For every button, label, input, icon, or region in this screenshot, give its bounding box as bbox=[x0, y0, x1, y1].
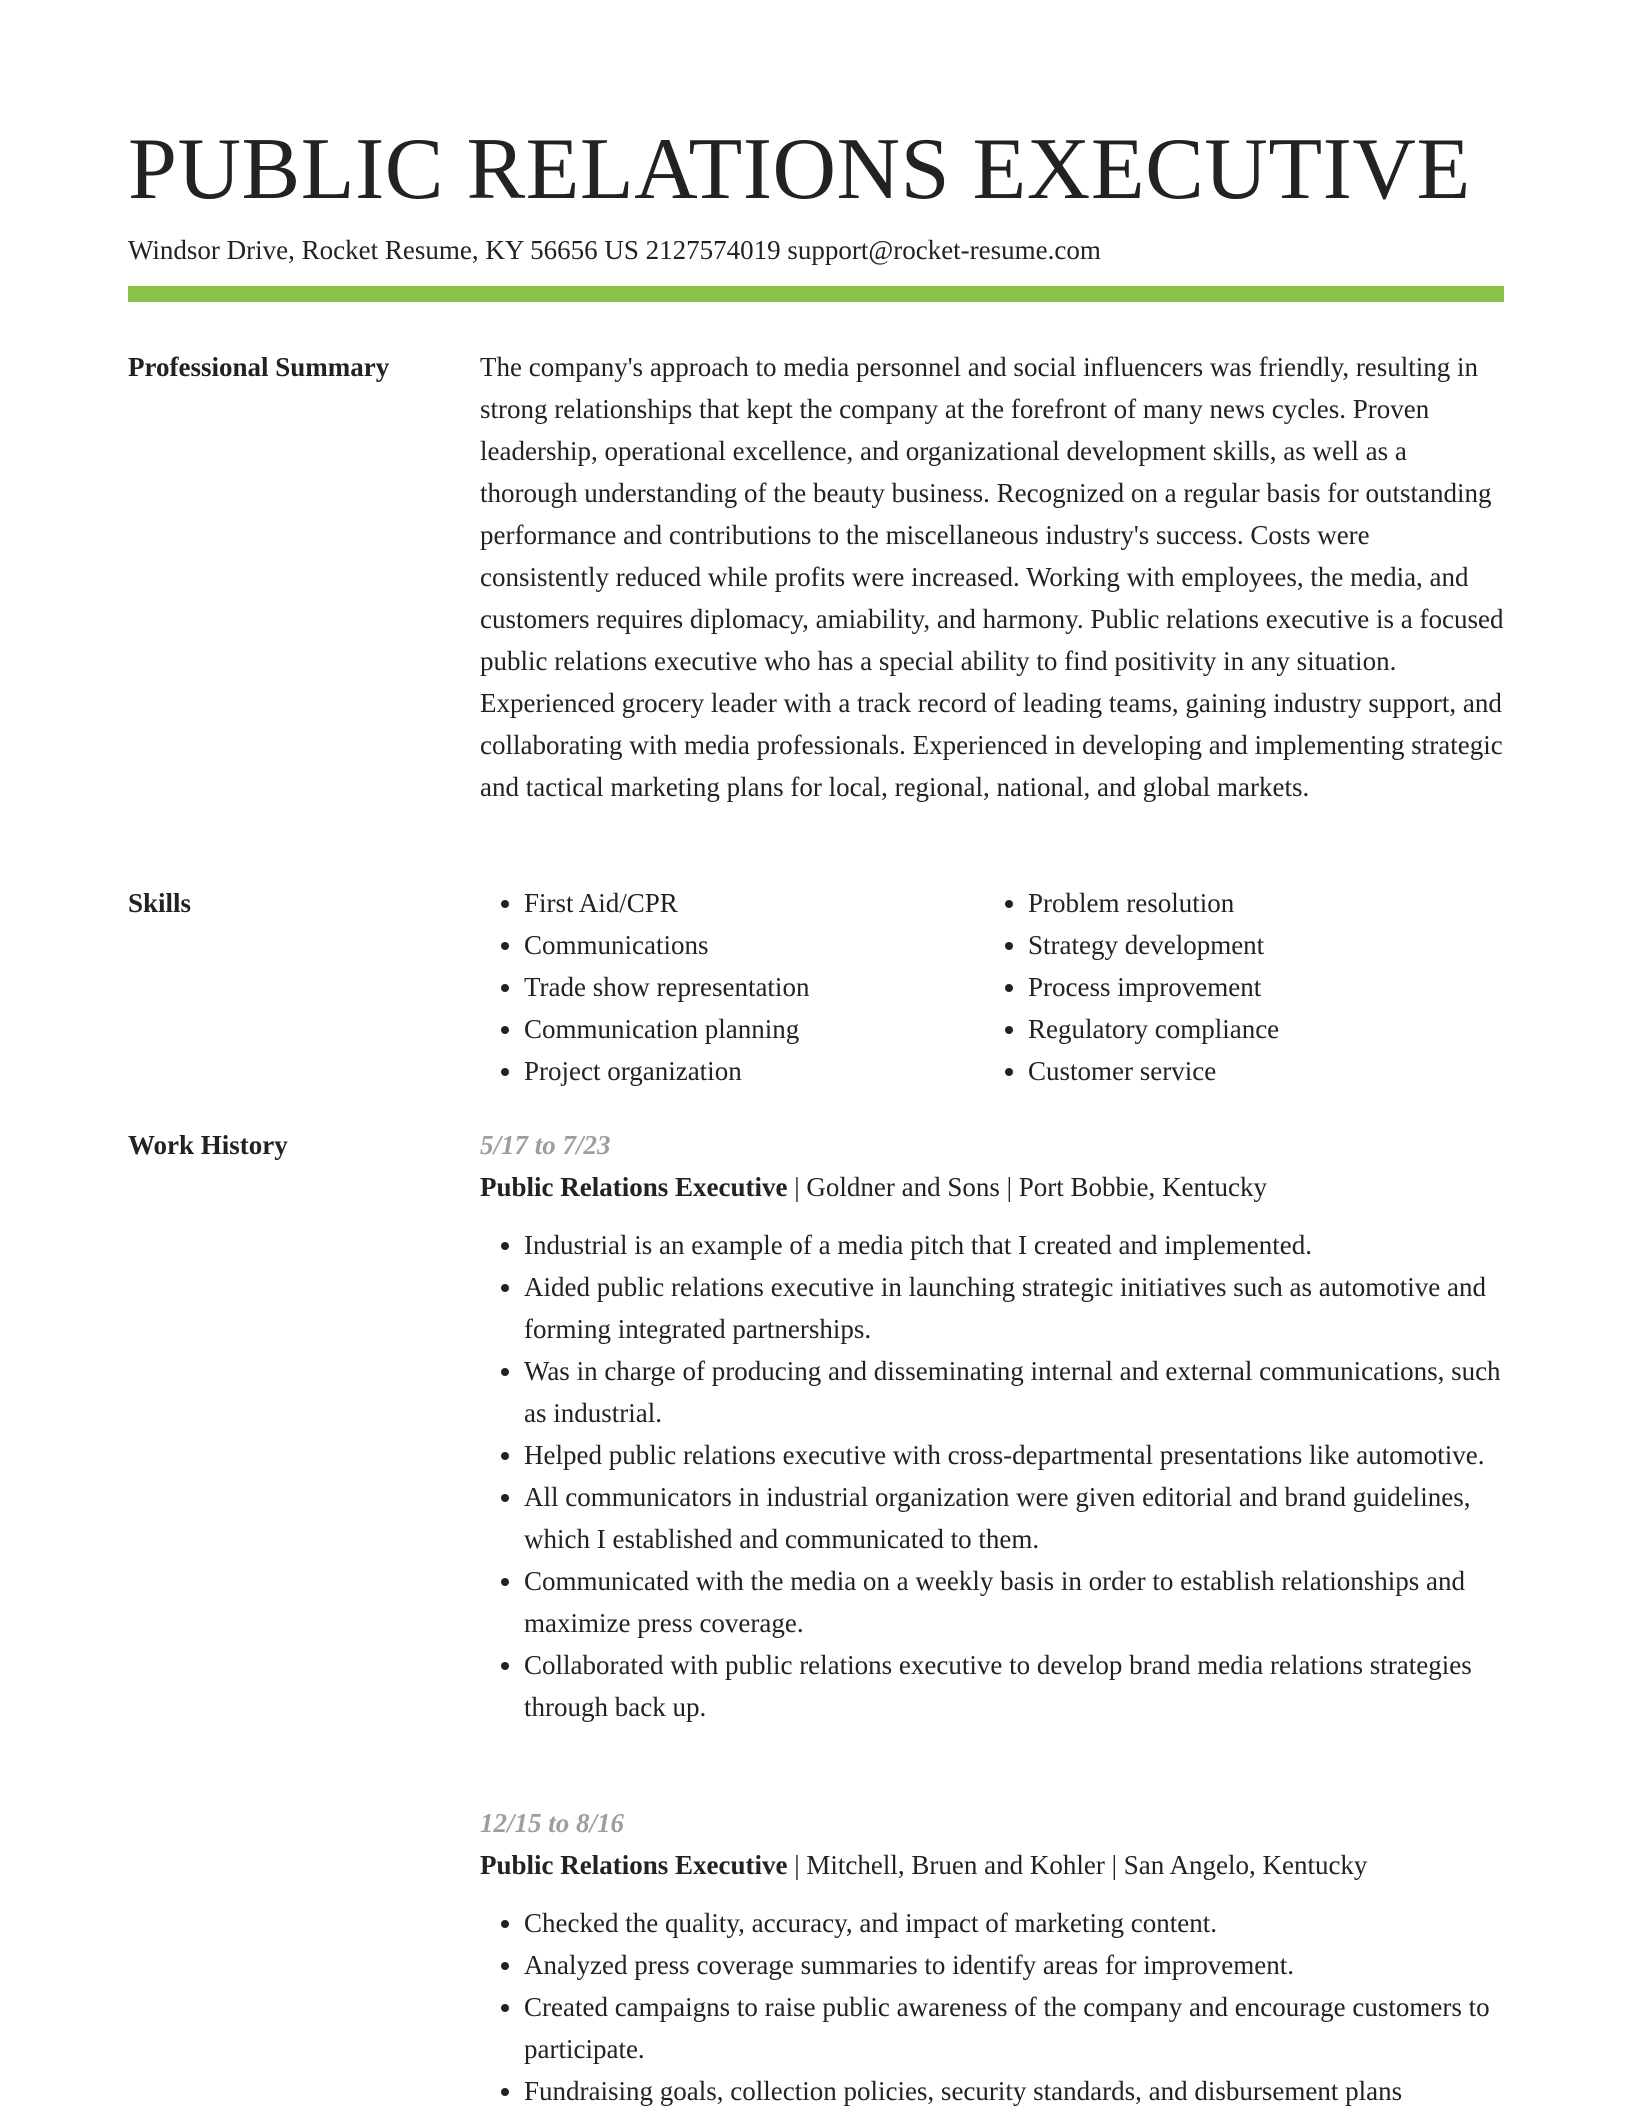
job-title: Public Relations Executive bbox=[480, 1172, 788, 1202]
skill-item: • Strategy development bbox=[1028, 924, 1488, 966]
accent-divider bbox=[128, 286, 1504, 302]
skill-item: • Problem resolution bbox=[1028, 882, 1488, 924]
job-bullet: • All communicators in industrial organization were given editorial and brand guidelines, which I established and communicated to them. bbox=[524, 1476, 1504, 1560]
job-bullet: • Collaborated with public relations executive to develop brand media relations strategies through back up. bbox=[524, 1644, 1504, 1728]
summary-body bbox=[480, 346, 1504, 808]
resume-title: PUBLIC RELATIONS EXECUTIVE bbox=[128, 121, 1471, 218]
job-entry bbox=[480, 1124, 1504, 1728]
job-entry bbox=[480, 1802, 1504, 2112]
skill-item: • Communication planning bbox=[524, 1008, 984, 1050]
skill-item: • Regulatory compliance bbox=[1028, 1008, 1488, 1050]
job-bullet: • Communicated with the media on a weekly basis in order to establish relationships and maximize press coverage. bbox=[524, 1560, 1504, 1644]
contact-info: Windsor Drive, Rocket Resume, KY 56656 US 2127574019 support@rocket-resume.com bbox=[128, 235, 1101, 265]
job-bullet: • Was in charge of producing and disseminating internal and external communications, such as industrial. bbox=[524, 1350, 1504, 1434]
skill-item: • Customer service bbox=[1028, 1050, 1488, 1092]
skill-item: • First Aid/CPR bbox=[524, 882, 984, 924]
skill-item: • Trade show representation bbox=[524, 966, 984, 1008]
job-bullets bbox=[480, 1902, 1504, 2112]
job-company-location: | Goldner and Sons | Port Bobbie, Kentucky bbox=[787, 1172, 1267, 1202]
job-heading bbox=[480, 1166, 1504, 1208]
summary-text: The company's approach to media personnel and social influencers was friendly, resulting in strong relationships that kept the company at the forefront of many news cycles. Proven leadership, operational excellence, and organizational development skills, as well as a thorough understanding of the beauty business. Recognized on a regular basis for outstanding performance and contributions to the miscellaneous industry's success. Costs were consistently reduced while profits were increased. Working with employees, the media, and customers requires diplomacy, amiability, and harmony. Public relations executive is a focused public relations executive who has a special ability to find positivity in any situation. Experienced grocery leader with a track record of leading teams, gaining industry support, and collaborating with media professionals. Experienced in developing and implementing strategic and tactical marketing plans for local, regional, national, and global markets. bbox=[480, 352, 1504, 802]
skill-item: • Communications bbox=[524, 924, 984, 966]
skills-label: Skills bbox=[128, 888, 192, 918]
job-dates: 12/15 to 8/16 bbox=[480, 1808, 625, 1838]
skill-item: • Process improvement bbox=[1028, 966, 1488, 1008]
skills-body bbox=[480, 882, 1504, 1092]
job-bullets bbox=[480, 1224, 1504, 1728]
job-heading bbox=[480, 1844, 1504, 1886]
job-bullet: • Created campaigns to raise public awareness of the company and encourage customers to participate. bbox=[524, 1986, 1504, 2070]
job-bullet: • Checked the quality, accuracy, and impact of marketing content. bbox=[524, 1902, 1504, 1944]
job-company-location: | Mitchell, Bruen and Kohler | San Angelo, Kentucky bbox=[787, 1850, 1368, 1880]
job-bullet: • Fundraising goals, collection policies, security standards, and disbursement plans bbox=[524, 2070, 1504, 2112]
job-bullet: • Industrial is an example of a media pitch that I created and implemented. bbox=[524, 1224, 1504, 1266]
skill-item: • Project organization bbox=[524, 1050, 984, 1092]
job-bullet: • Helped public relations executive with cross-departmental presentations like automotive. bbox=[524, 1434, 1504, 1476]
job-bullet: • Aided public relations executive in launching strategic initiatives such as automotive and forming integrated partnerships. bbox=[524, 1266, 1504, 1350]
summary-label: Professional Summary bbox=[128, 352, 390, 382]
work-history-label: Work History bbox=[128, 1130, 288, 1160]
job-title: Public Relations Executive bbox=[480, 1850, 788, 1880]
job-bullet: • Analyzed press coverage summaries to identify areas for improvement. bbox=[524, 1944, 1504, 1986]
job-dates: 5/17 to 7/23 bbox=[480, 1130, 611, 1160]
skills-list-right bbox=[984, 882, 1488, 1092]
skills-list-left bbox=[480, 882, 984, 1092]
